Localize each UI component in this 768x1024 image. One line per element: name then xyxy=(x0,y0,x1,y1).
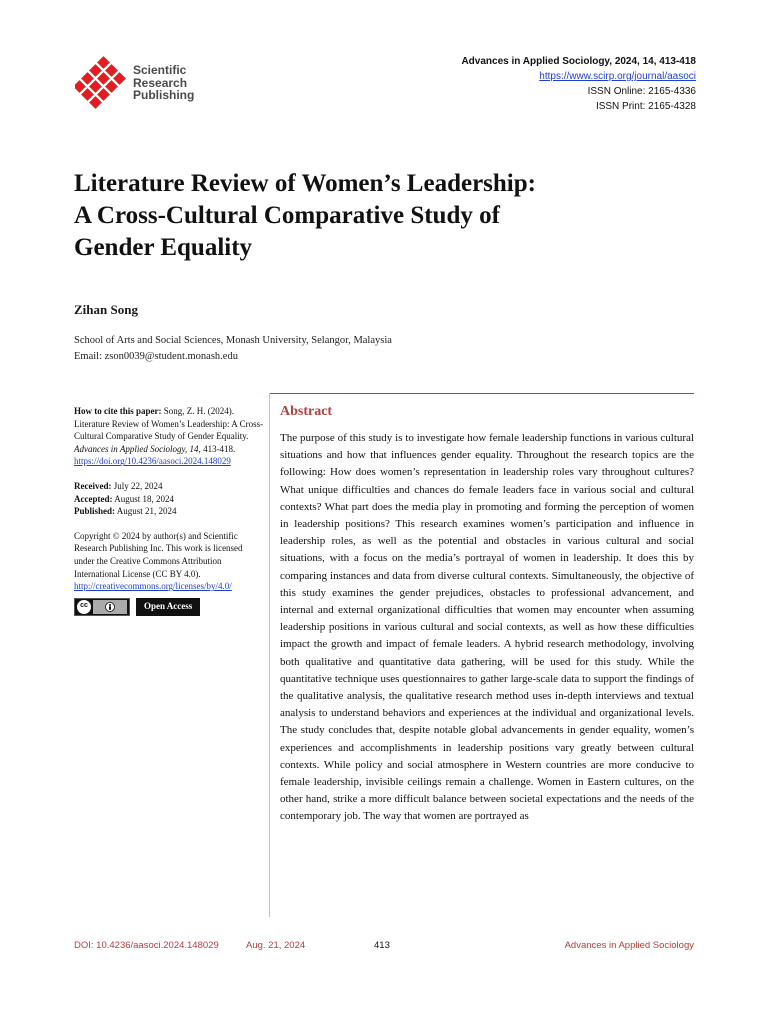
journal-citation: Advances in Applied Sociology, 2024, 14, 413-418 xyxy=(461,56,696,67)
issn-print: ISSN Print: 2165-4328 xyxy=(595,101,696,112)
title-line: Literature Review of Women’s Leadership: xyxy=(74,170,536,197)
author-affiliation-block xyxy=(74,333,392,365)
published-date xyxy=(74,505,264,518)
logo-diamond-mark xyxy=(75,56,126,109)
article-title xyxy=(74,168,674,264)
publisher-name-line: Publishing xyxy=(133,88,195,102)
page-number: 413 xyxy=(374,940,390,951)
abstract-text: The purpose of this study is to investigate how female leadership functions in various cultural situations and how that influences gender equality. Throughout the research topics are the following: How does women’s representation in leadership roles vary throughout cultures? What unique difficulties and chances do female leaders face in various social and cultural contexts? What part does the media play in promoting and forming the perception of women in leadership positions? This research examines women’s participation and influence in leadership roles, as well as the potential and obstacles in various cultural and social situations, with a focus on the media’s portrayal of women in leadership. It does this by comparing instances and data from diverse cultural contexts. Simultaneously, the objective of this study examines the gender prejudices, obstacles to professional advancement, and internal and external organizational difficulties that women may encounter when assuming leadership positions in various cultural and social contexts, as well as how these difficulties impact the growth and impact of female leaders. A hybrid research methodology, involving both qualitative and quantitative data gathering, will be used for this study. While the quantitative technique uses questionnaires to gather large-scale data to support the findings of the qualitative analysis, the qualitative research method uses in-depth interviews and textual analysis to understand behaviors and experiences at the individual and organizational levels. The study concludes that, despite notable global advancements in gender equality, women’s experiences and accomplishments in leadership positions vary greatly between cultural contexts. While policy and social atmosphere in Western countries are more conducive to female leadership, invisible ceilings remain a challenge. Women in Eastern cultures, on the other hand, strike a more difficult balance between societal expectations and the needs of the contemporary job. The way that women are portrayed as xyxy=(280,432,694,823)
title-line: Gender Equality xyxy=(74,234,253,261)
copyright-notice: Copyright © 2024 by author(s) and Scientific Research Publishing Inc. This work is licensed under the Creative Commons Attribution International License (CC BY 4.0). xyxy=(74,530,243,579)
accepted-label: Accepted: xyxy=(74,493,113,504)
received-date xyxy=(74,480,264,493)
journal-header xyxy=(461,54,696,114)
footer-journal-name: Advances in Applied Sociology xyxy=(564,940,694,951)
footer-date: Aug. 21, 2024 xyxy=(246,940,306,951)
cc-icon: cc xyxy=(77,600,91,614)
author-email: Email: zson0039@student.monash.edu xyxy=(74,351,238,362)
accepted-value: August 18, 2024 xyxy=(114,493,175,504)
license-link[interactable]: http://creativecommons.org/licenses/by/4.0/ xyxy=(74,581,232,592)
abstract-heading: Abstract xyxy=(280,404,333,419)
publisher-name-line: Scientific xyxy=(133,63,187,77)
affiliation: School of Arts and Social Sciences, Monash University, Selangor, Malaysia xyxy=(74,335,392,346)
cite-label: How to cite this paper: xyxy=(74,406,162,416)
footer-doi: DOI: 10.4236/aasoci.2024.148029 xyxy=(74,940,219,951)
citation-block xyxy=(74,405,264,468)
issn-online: ISSN Online: 2165-4336 xyxy=(587,86,696,97)
publisher-name-line: Research xyxy=(133,75,188,90)
received-label: Received: xyxy=(74,480,112,491)
journal-url-link[interactable]: https://www.scirp.org/journal/aasoci xyxy=(539,71,696,82)
cc-by-badge[interactable] xyxy=(74,598,130,616)
title-line: A Cross-Cultural Comparative Study of xyxy=(74,202,500,229)
license-badges xyxy=(74,598,264,616)
published-value: August 21, 2024 xyxy=(116,506,177,517)
accepted-date xyxy=(74,493,264,506)
published-label: Published: xyxy=(74,506,116,517)
abstract-top-rule xyxy=(270,393,694,394)
cite-pages: 413-418. xyxy=(203,443,236,454)
author-name: Zihan Song xyxy=(74,302,138,317)
cite-text: Song, Z. H. (2024). Literature Review of Women’s Leadership: A Cross-Cultural Comparative Study of Gender Equality. xyxy=(74,406,264,442)
publisher-name xyxy=(133,64,194,102)
abstract-side-rule xyxy=(269,393,270,917)
article-info-sidebar xyxy=(74,405,264,616)
by-attribution-icon xyxy=(93,600,127,614)
cite-doi-link[interactable]: https://doi.org/10.4236/aasoci.2024.148029 xyxy=(74,456,231,467)
cite-journal: Advances in Applied Sociology, 14, xyxy=(74,443,201,454)
received-value: July 22, 2024 xyxy=(113,480,163,491)
open-access-badge[interactable]: Open Access xyxy=(136,598,200,616)
